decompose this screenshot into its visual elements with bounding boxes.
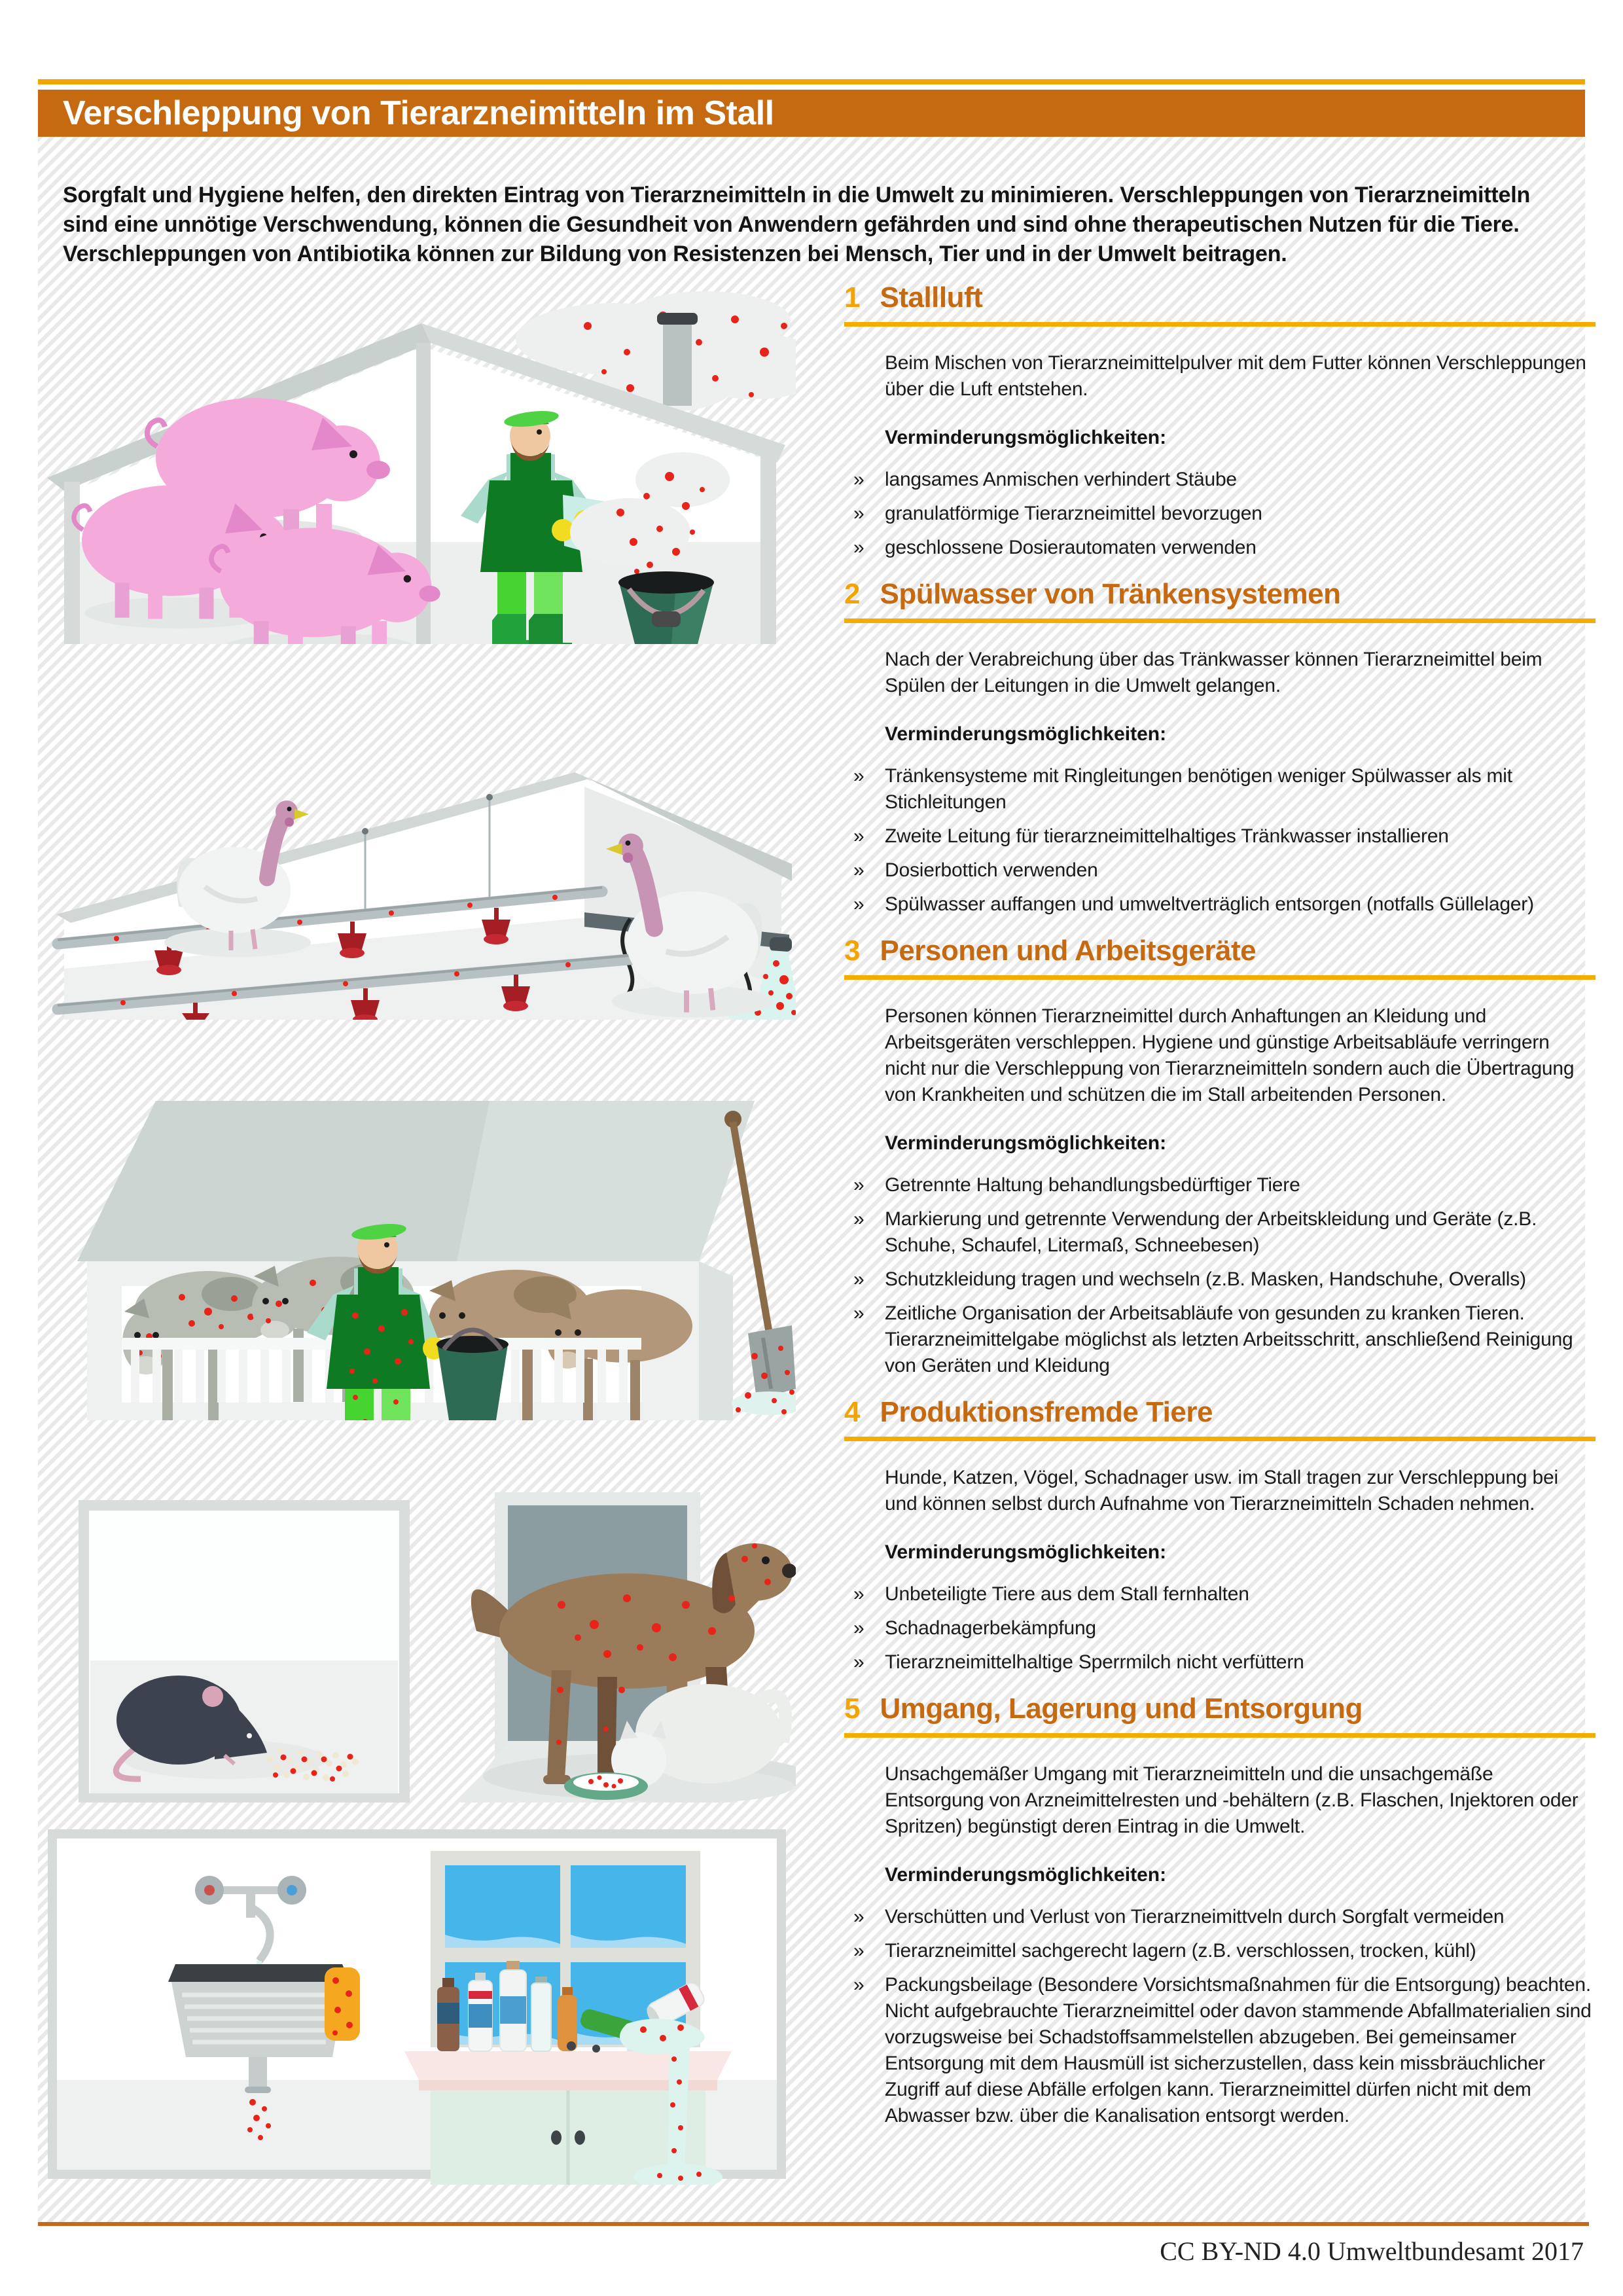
bullet-marker: » xyxy=(853,1651,865,1673)
bullet-marker: » xyxy=(853,537,865,558)
illustration-stallluft xyxy=(38,280,796,644)
reduction-label: Verminderungsmöglichkeiten: xyxy=(885,1541,1167,1563)
section-number: 1 xyxy=(844,281,861,314)
section-heading xyxy=(844,281,1596,314)
bullet-marker: » xyxy=(853,825,865,847)
barn-side xyxy=(699,1261,733,1420)
list-item: » Markierung und getrennte Verwendung der Arbeitskleidung und Geräte (z.B. Schuhe, Schaufel, Litermaß, Schneebesen) xyxy=(844,1206,1596,1259)
bullet-marker: » xyxy=(853,1940,865,1962)
bullet-marker: » xyxy=(853,1208,865,1230)
reduction-label: Verminderungsmöglichkeiten: xyxy=(885,427,1167,448)
page-title: Verschleppung von Tierarzneimitteln im Stall xyxy=(63,94,774,132)
poultry-barn-scene xyxy=(38,656,796,1020)
illustration-personen xyxy=(38,1035,796,1420)
bottle-brown xyxy=(437,1978,459,2051)
license-credit: CC BY-ND 4.0 Umweltbundesamt 2017 xyxy=(1160,2236,1584,2266)
section-spuelwasser xyxy=(844,578,1596,918)
footer-rule xyxy=(38,2222,1589,2226)
section-number: 5 xyxy=(844,1693,861,1725)
bullet-marker: » xyxy=(853,1974,865,1996)
list-item: » Getrennte Haltung behandlungsbedürftiger Tiere xyxy=(844,1172,1596,1198)
bullet-marker: » xyxy=(853,1583,865,1605)
bullet-marker: » xyxy=(853,1617,865,1639)
heading-rule xyxy=(844,1733,1596,1738)
reduction-label: Verminderungsmöglichkeiten: xyxy=(885,1132,1167,1154)
list-item: » Spülwasser auffangen und umweltverträglich entsorgen (notfalls Güllelager) xyxy=(844,891,1596,918)
sponge xyxy=(325,1967,360,2041)
dog-cat-rat-scene xyxy=(38,1454,796,1803)
bottle-white-tall xyxy=(500,1961,526,2051)
section-produktionsfremde-tiere xyxy=(844,1396,1596,1676)
bullet-marker: » xyxy=(853,503,865,524)
title-bar xyxy=(38,90,1585,137)
section-body: Nach der Verabreichung über das Tränkwasser können Tierarzneimittel beim Spülen der Leitungen in die Umwelt gelangen. xyxy=(885,649,1543,696)
list-item: » Schadnagerbekämpfung xyxy=(844,1615,1596,1641)
heading-rule xyxy=(844,322,1596,327)
heading-rule xyxy=(844,1437,1596,1441)
feed-bucket xyxy=(618,571,714,644)
bullet-marker: » xyxy=(853,893,865,915)
illustration-entsorgung xyxy=(38,1823,796,2185)
bottle-orange xyxy=(558,1987,577,2051)
section-heading xyxy=(844,578,1596,611)
bullet-marker: » xyxy=(853,1302,865,1324)
list-item: » Tierarzneimittelhaltige Sperrmilch nicht verfüttern xyxy=(844,1649,1596,1676)
section-personen xyxy=(844,935,1596,1379)
measure-list xyxy=(844,1904,1596,2129)
reduction-label: Verminderungsmöglichkeiten: xyxy=(885,723,1167,745)
chimney xyxy=(657,313,698,406)
measure-list xyxy=(844,467,1596,561)
list-item: » geschlossene Dosierautomaten verwenden xyxy=(844,535,1596,561)
measure-list xyxy=(844,1172,1596,1379)
barn-roof-right xyxy=(457,1101,755,1261)
list-item: » Zweite Leitung für tierarzneimittelhaltiges Tränkwasser installieren xyxy=(844,823,1596,850)
pig-stable-scene xyxy=(38,280,796,644)
bullet-marker: » xyxy=(853,469,865,490)
section-title: Spülwasser von Tränkensystemen xyxy=(880,578,1341,610)
bullet-marker: » xyxy=(853,765,865,787)
bottle-white-red xyxy=(469,1973,492,2051)
section-title: Personen und Arbeitsgeräte xyxy=(880,935,1257,967)
section-number: 3 xyxy=(844,935,861,967)
bullet-marker: » xyxy=(853,859,865,881)
top-accent-line xyxy=(38,79,1585,84)
content-column xyxy=(844,281,1596,2146)
section-number: 2 xyxy=(844,578,861,610)
intro-paragraph: Sorgfalt und Hygiene helfen, den direkten Eintrag von Tierarzneimitteln in die Umwelt zu minimieren. Verschleppungen von Tierarzneimitteln sind eine unnötige Verschwendung, können die Gesundheit von Anwendern gefährden und sind ohne therapeutischen Nutzen für die Tiere. Verschleppungen von Antibiotika können zur Bildung von Resistenzen bei Mensch, Tier und in der Umwelt beitragen. xyxy=(63,183,1531,266)
measure-list xyxy=(844,1581,1596,1676)
milk-bowl xyxy=(564,1772,648,1800)
right-wall xyxy=(760,452,776,644)
illustration-tiere xyxy=(38,1454,796,1803)
measure-list xyxy=(844,763,1596,918)
list-item: » Unbeteiligte Tiere aus dem Stall fernhalten xyxy=(844,1581,1596,1607)
illustration-traenkensystem xyxy=(38,656,796,1020)
list-item: » Packungsbeilage (Besondere Vorsichtsmaßnahmen für die Entsorgung) beachten. Nicht aufgebrauchte Tierarzneimittel oder davon stammende Abfallmaterialien sind vorzugsweise bei Schadstoffsammelstellen abzugeben. Bei gemeinsamer Entsorgung mit dem Hausmüll ist sicherzustellen, dass kein missbräuchlicher Zugriff auf diese Abfälle erfolgen kann. Tierarzneimittel dürfen nicht mit dem Abwasser bzw. über die Kanalisation entsorgt werden. xyxy=(844,1972,1596,2129)
section-heading xyxy=(844,1396,1596,1429)
sink-cabinet-scene xyxy=(38,1823,796,2185)
section-umgang-lagerung-entsorgung xyxy=(844,1693,1596,2129)
section-body: Unsachgemäßer Umgang mit Tierarzneimitteln und die unsachgemäße Entsorgung von Arzneimittelresten und -behältern (z.B. Flaschen, Injektoren oder Spritzen) begünstigt deren Eintrag in die Umwelt. xyxy=(885,1763,1578,1837)
list-item: » Tierarzneimittel sachgerecht lagern (z.B. verschlossen, trocken, kühl) xyxy=(844,1938,1596,1964)
section-title: Umgang, Lagerung und Entsorgung xyxy=(880,1693,1363,1725)
section-number: 4 xyxy=(844,1396,861,1428)
bullet-marker: » xyxy=(853,1174,865,1196)
section-body: Personen können Tierarzneimittel durch Anhaftungen an Kleidung und Arbeitsgeräten verschleppen. Hygiene und günstige Arbeitsabläufe verringern nicht nur die Verschleppung von Tierarzneimitteln sondern auch die Übertragung von Krankheiten und schützen die im Stall arbeitenden Personen. xyxy=(885,1005,1575,1105)
section-body: Beim Mischen von Tierarzneimittelpulver mit dem Futter können Verschleppungen über die Luft entstehen. xyxy=(885,352,1586,400)
section-stallluft xyxy=(844,281,1596,561)
reduction-label: Verminderungsmöglichkeiten: xyxy=(885,1864,1167,1886)
heading-rule xyxy=(844,619,1596,623)
section-title: Produktionsfremde Tiere xyxy=(880,1396,1213,1428)
bullet-marker: » xyxy=(853,1906,865,1928)
section-heading xyxy=(844,935,1596,967)
bucket xyxy=(437,1330,508,1420)
calf-barn-scene xyxy=(38,1035,796,1420)
section-title: Stallluft xyxy=(880,281,983,314)
heading-rule xyxy=(844,975,1596,980)
list-item: » Tränkensysteme mit Ringleitungen benötigen weniger Spülwasser als mit Stichleitungen xyxy=(844,763,1596,816)
list-item: » Schutzkleidung tragen und wechseln (z.B. Masken, Handschuhe, Overalls) xyxy=(844,1266,1596,1293)
bullet-marker: » xyxy=(853,1268,865,1290)
section-body: Hunde, Katzen, Vögel, Schadnager usw. im Stall tragen zur Verschleppung bei und können selbst durch Aufnahme von Tierarzneimitteln Schaden nehmen. xyxy=(885,1467,1558,1515)
bottle-clear xyxy=(531,1977,551,2051)
list-item: » Verschütten und Verlust von Tierarzneimittveln durch Sorgfalt vermeiden xyxy=(844,1904,1596,1930)
list-item: » granulatförmige Tierarzneimittel bevorzugen xyxy=(844,501,1596,527)
section-heading xyxy=(844,1693,1596,1725)
list-item: » langsames Anmischen verhindert Stäube xyxy=(844,467,1596,493)
list-item: » Zeitliche Organisation der Arbeitsabläufe von gesunden zu kranken Tieren. Tierarzneimittelgabe möglichst als letzten Arbeitsschritt, anschließend Reinigung von Geräten und Kleidung xyxy=(844,1300,1596,1379)
list-item: » Dosierbottich verwenden xyxy=(844,857,1596,884)
